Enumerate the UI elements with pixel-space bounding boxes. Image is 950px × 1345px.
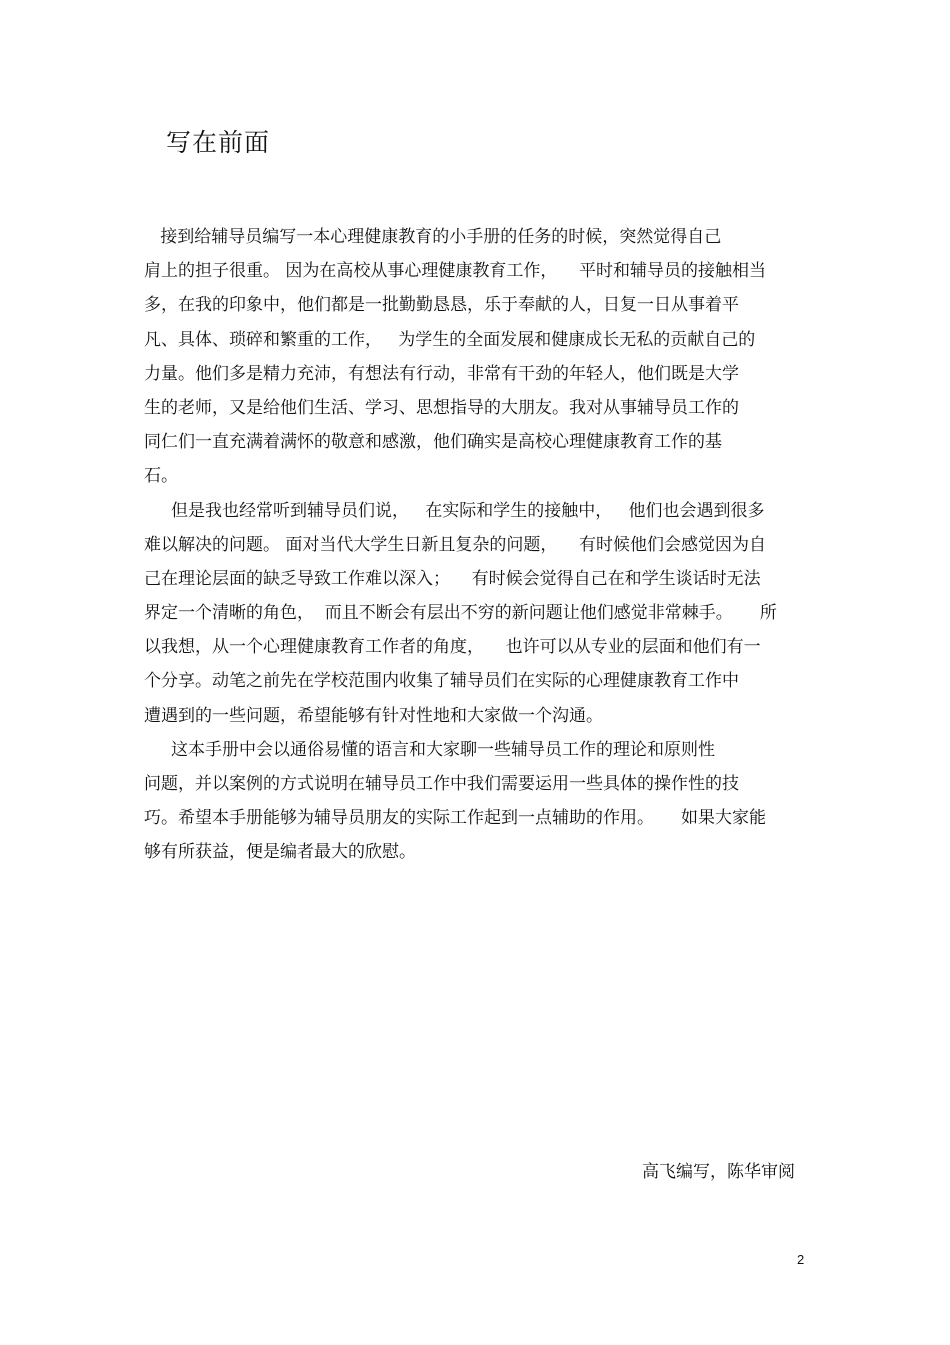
paragraph-3 bbox=[144, 733, 824, 870]
text-line: 遭遇到的一些问题，希望能够有针对性地和大家做一个沟通。 bbox=[144, 705, 603, 726]
text-line: 多，在我的印象中，他们都是一批勤勤恳恳，乐于奉献的人，日复一日从事着平 bbox=[144, 295, 739, 316]
text-line: 难以解决的问题。 面对当代大学生日新且复杂的问题， 有时候他们会感觉因为自 bbox=[144, 534, 767, 555]
paragraph-1 bbox=[144, 220, 824, 494]
text-line: 够有所获益，便是编者最大的欣慰。 bbox=[144, 842, 416, 863]
text-line: 接到给辅导员编写一本心理健康教育的小手册的任务的时候，突然觉得自己 bbox=[144, 227, 722, 247]
text-line: 凡、具体、琐碎和繁重的工作， 为学生的全面发展和健康成长无私的贡献自己的 bbox=[144, 329, 756, 350]
text-line: 这本手册中会以通俗易懂的语言和大家聊一些辅导员工作的理论和原则性 bbox=[144, 739, 716, 760]
text-line: 同仁们一直充满着满怀的敬意和感激，他们确实是高校心理健康教育工作的基 bbox=[144, 432, 722, 453]
text-line: 石。 bbox=[144, 466, 178, 487]
text-line: 巧。希望本手册能够为辅导员朋友的实际工作起到一点辅助的作用。 如果大家能 bbox=[144, 808, 767, 829]
paragraph-2 bbox=[144, 494, 824, 733]
text-line: 问题，并以案例的方式说明在辅导员工作中我们需要运用一些具体的操作性的技 bbox=[144, 774, 739, 794]
body-text bbox=[144, 220, 824, 870]
text-line: 个分享。动笔之前先在学校范围内收集了辅导员们在实际的心理健康教育工作中 bbox=[144, 671, 739, 692]
page-number: 2 bbox=[797, 1252, 805, 1267]
text-line: 肩上的担子很重。 因为在高校从事心理健康教育工作， 平时和辅导员的接触相当 bbox=[144, 261, 767, 282]
text-line: 生的老师，又是给他们生活、学习、思想指导的大朋友。我对从事辅导员工作的 bbox=[144, 397, 739, 418]
text-line: 界定一个清晰的角色， 而且不断会有层出不穷的新问题让他们感觉非常棘手。 所 bbox=[144, 603, 777, 624]
text-line: 以我想，从一个心理健康教育工作者的角度， 也许可以从专业的层面和他们有一 bbox=[144, 637, 761, 658]
text-line: 但是我也经常听到辅导员们说， 在实际和学生的接触中， 他们也会遇到很多 bbox=[144, 500, 765, 521]
text-line: 力量。他们多是精力充沛，有想法有行动，非常有干劲的年轻人，他们既是大学 bbox=[144, 363, 739, 384]
author-signature: 高飞编写，陈华审阅 bbox=[642, 1162, 795, 1182]
text-line: 己在理论层面的缺乏导致工作难以深入； 有时候会觉得自己在和学生谈话时无法 bbox=[144, 568, 761, 589]
page-title: 写在前面 bbox=[166, 128, 271, 157]
